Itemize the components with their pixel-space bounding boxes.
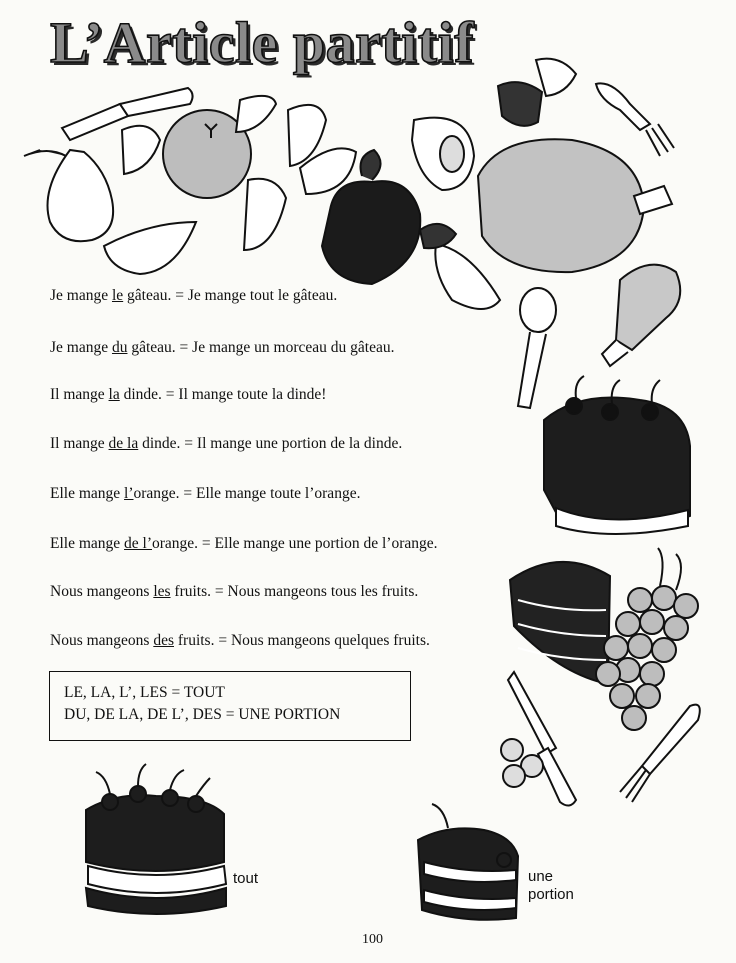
- rule-box: [49, 671, 411, 741]
- spoon-icon: [520, 288, 556, 332]
- sentence-2: Je mange du gâteau. = Je mange un morceau du gâteau.: [50, 339, 395, 356]
- drumstick-icon: [616, 265, 680, 350]
- caption-une: une: [528, 868, 554, 885]
- sentence-5: Elle mange l’orange. = Elle mange toute l’orange.: [50, 485, 361, 502]
- apple-icon: [322, 181, 420, 284]
- knife-icon: [62, 104, 128, 140]
- fork-icon: [596, 83, 650, 130]
- page-number: 100: [362, 932, 383, 947]
- pear-icon: [48, 150, 114, 241]
- sentence-6: Elle mange de l’orange. = Elle mange une portion de l’orange.: [50, 535, 438, 552]
- sentence-4: Il mange de la dinde. = Il mange une portion de la dinde.: [50, 435, 403, 452]
- rule-line-tout: LE, LA, L’, LES = TOUT: [64, 684, 225, 701]
- sentence-8: Nous mangeons des fruits. = Nous mangeons quelques fruits.: [50, 632, 430, 649]
- fork-bottom-icon: [642, 705, 700, 774]
- caption-tout: tout: [233, 870, 259, 887]
- page-title: L’Article partitif: [50, 10, 475, 75]
- salt-shaker-icon: [498, 82, 542, 126]
- sentence-1: Je mange le gâteau. = Je mange tout le gâteau.: [50, 287, 338, 304]
- cake-slice-illustration: [408, 800, 528, 928]
- sentence-3: Il mange la dinde. = Il mange toute la dinde!: [50, 386, 327, 403]
- whole-cake-illustration: [76, 762, 236, 922]
- caption-portion: portion: [528, 886, 574, 903]
- rule-line-portion: DU, DE LA, DE L’, DES = UNE PORTION: [64, 706, 341, 723]
- grapes-icon: [658, 548, 681, 590]
- food-illustration-right: [490, 240, 736, 840]
- sentence-7: Nous mangeons les fruits. = Nous mangeons tous les fruits.: [50, 583, 419, 600]
